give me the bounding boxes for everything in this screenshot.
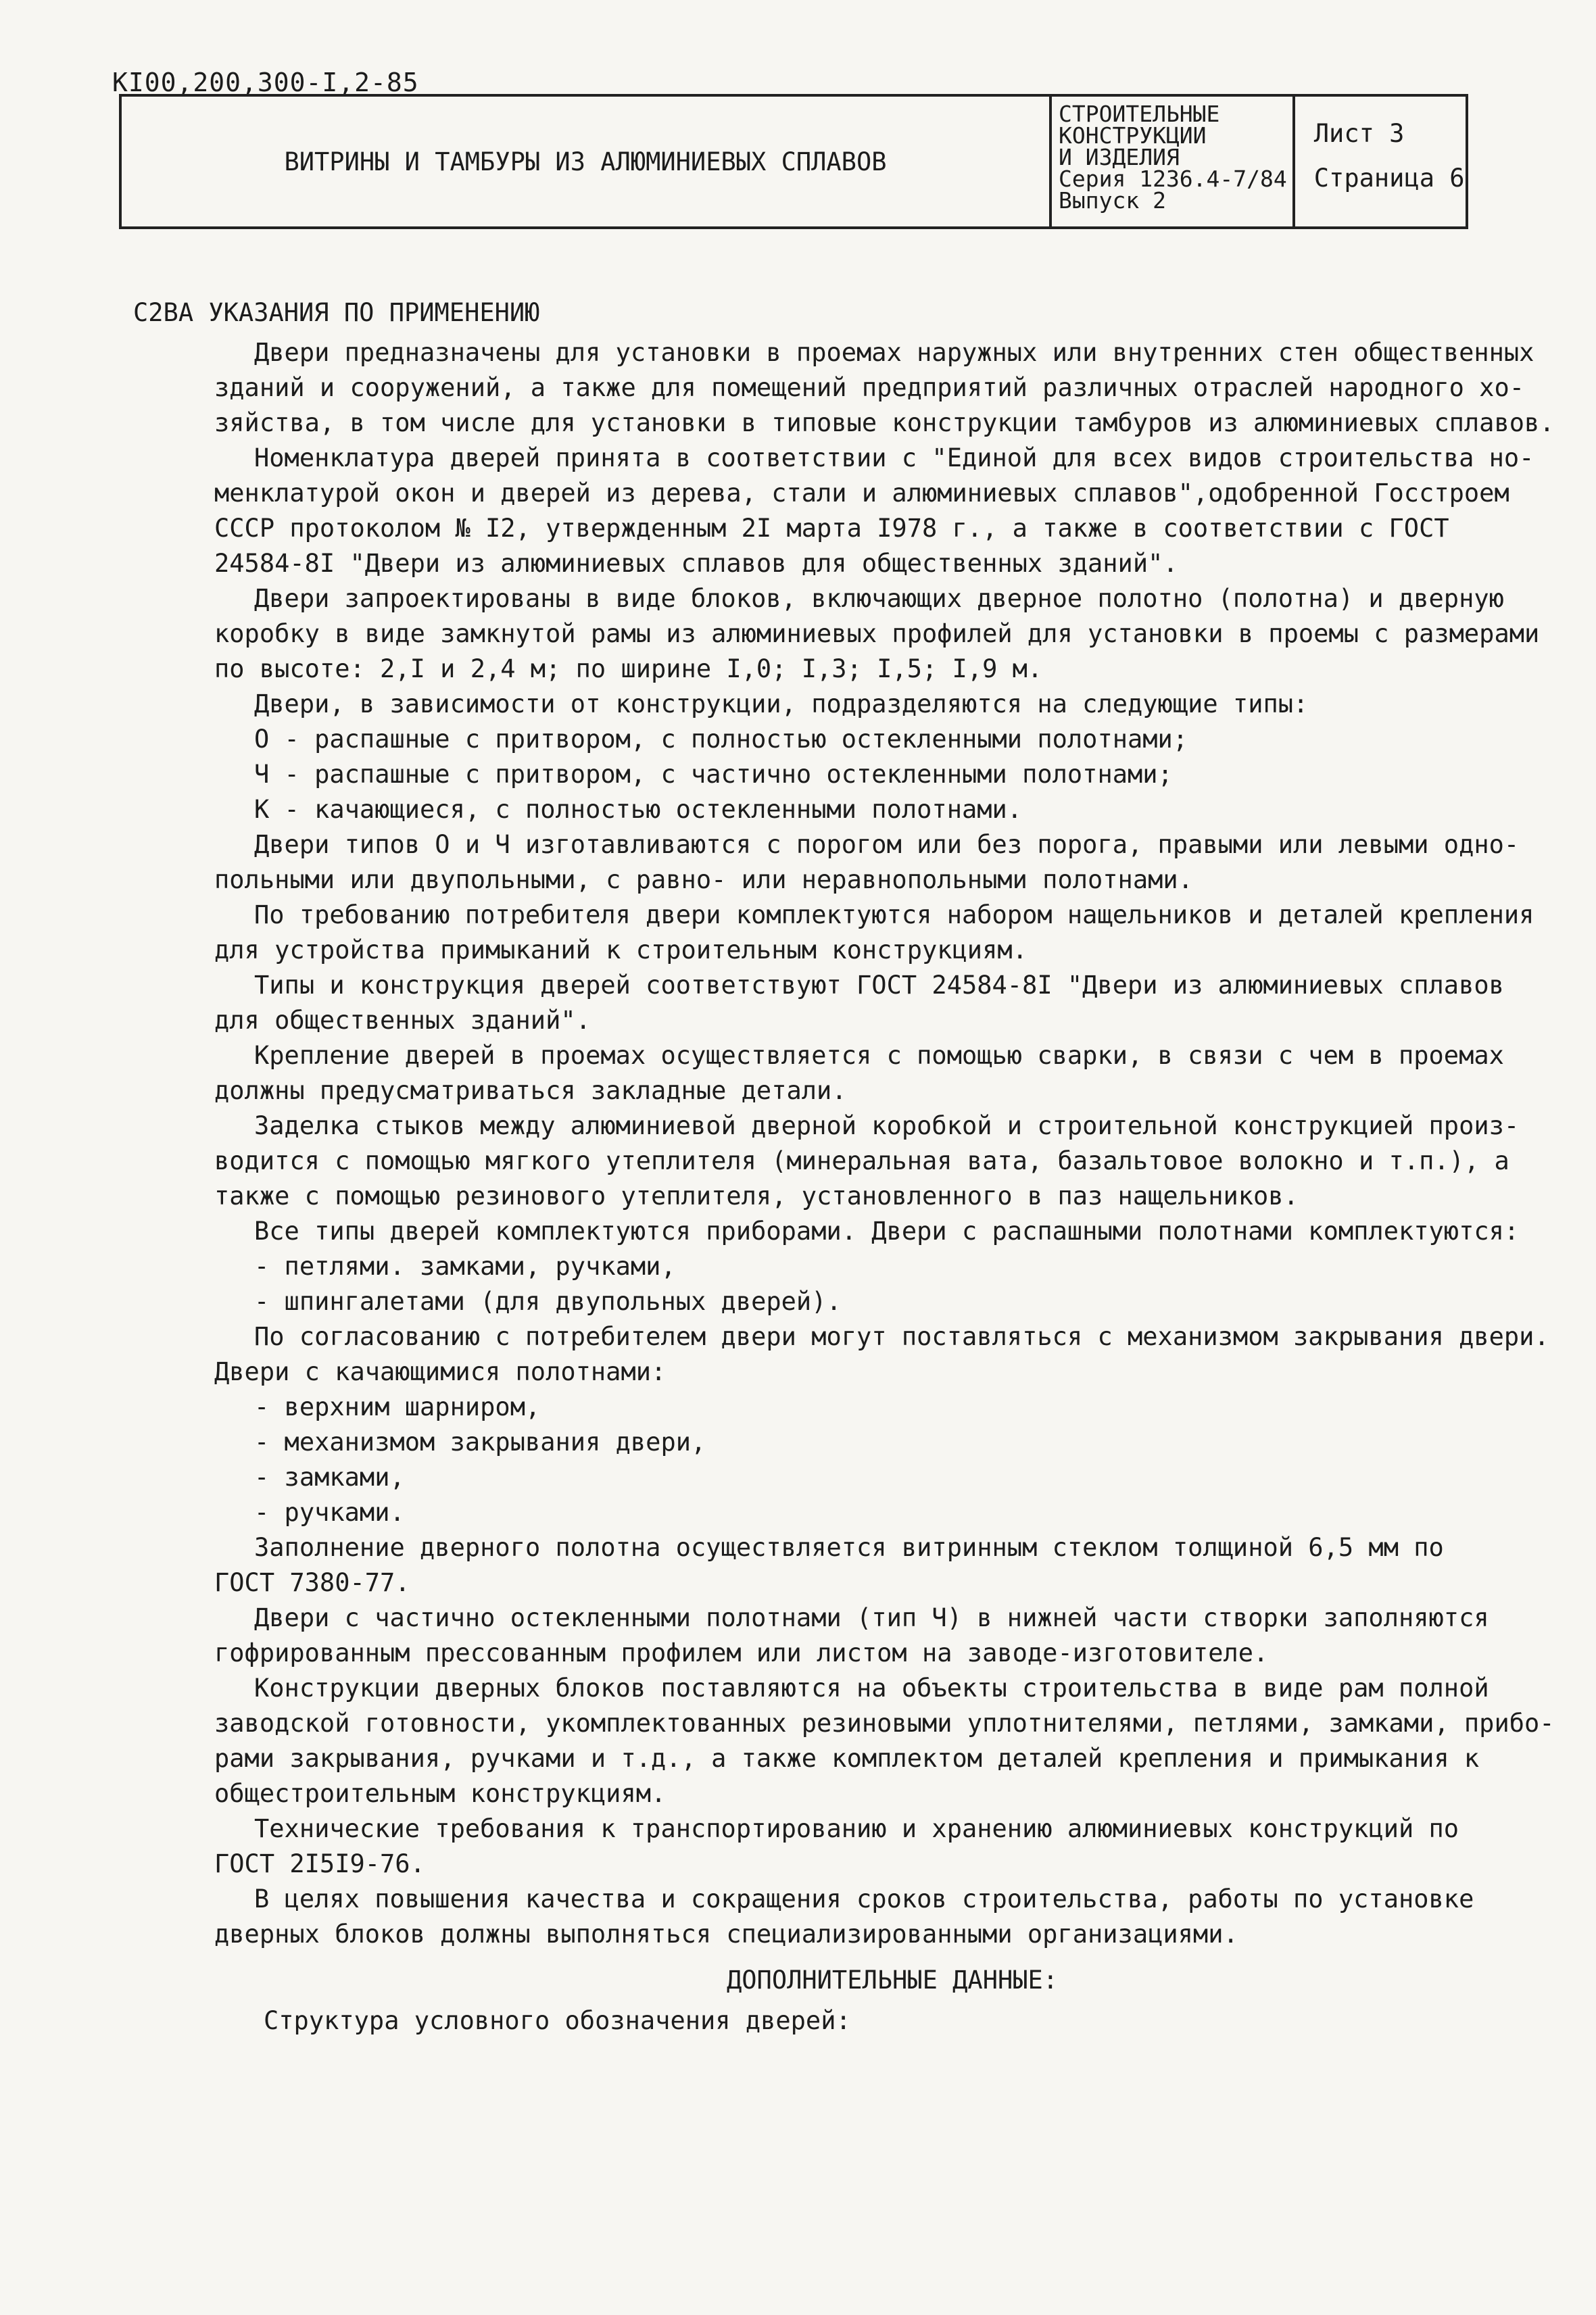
series-line: СТРОИТЕЛЬНЫЕ bbox=[1059, 101, 1220, 127]
sheet-number: Лист 3 bbox=[1313, 119, 1405, 148]
list-item: - шпингалетами (для двупольных дверей). bbox=[254, 1287, 842, 1316]
body-line: По согласованию с потребителем двери могут поставляться с механизмом закрывания двери. bbox=[254, 1322, 1549, 1351]
body-line: По требованию потребителя двери комплектуются набором нащельников и деталей крепления bbox=[254, 900, 1534, 929]
body-line: для устройства примыканий к строительным конструкциям. bbox=[214, 935, 1027, 965]
body-line: зданий и сооружений, а также для помещений предприятий различных отраслей народного хо- bbox=[214, 373, 1525, 402]
structure-line: Структура условного обозначения дверей: bbox=[264, 2006, 851, 2035]
body-line: Типы и конструкция дверей соответствуют ГОСТ 24584-8I "Двери из алюминиевых сплавов bbox=[254, 971, 1504, 1000]
body-line: Номенклатура дверей принята в соответствии с "Единой для всех видов строительства но- bbox=[254, 443, 1534, 472]
body-line: В целях повышения качества и сокращения сроков строительства, работы по установке bbox=[254, 1884, 1474, 1914]
body-line: Конструкции дверных блоков поставляются на объекты строительства в виде рам полной bbox=[254, 1674, 1489, 1703]
list-item: - верхним шарниром, bbox=[254, 1392, 541, 1421]
body-line: ГОСТ 7380-77. bbox=[214, 1568, 410, 1597]
body-line: дверных блоков должны выполняться специализированными организациями. bbox=[214, 1920, 1238, 1949]
body-line: коробку в виде замкнутой рамы из алюминиевых профилей для установки в проемы с размерами bbox=[214, 619, 1540, 648]
document-title: ВИТРИНЫ И ТАМБУРЫ ИЗ АЛЮМИНИЕВЫХ СПЛАВОВ bbox=[122, 97, 1052, 226]
page-number: Страница 6 bbox=[1313, 164, 1465, 193]
body-line: Все типы дверей комплектуются приборами. Двери с распашными полотнами комплектуются: bbox=[254, 1217, 1520, 1246]
series-line: И ИЗДЕЛИЯ bbox=[1059, 144, 1180, 170]
body-line: польными или двупольными, с равно- или неравнопольными полотнами. bbox=[214, 865, 1193, 894]
body-line: Двери предназначены для установки в проемах наружных или внутренних стен общественных bbox=[254, 338, 1534, 367]
body-line: менклатурой окон и дверей из дерева, стали и алюминиевых сплавов",одобренной Госстроем bbox=[214, 479, 1509, 508]
list-item: - замками, bbox=[254, 1463, 405, 1492]
body-line: заводской готовности, укомплектованных резиновыми уплотнителями, петлями, замками, прибо- bbox=[214, 1709, 1555, 1738]
body-line: зяйства, в том числе для установки в типовые конструкции тамбуров из алюминиевых сплавов. bbox=[214, 408, 1555, 437]
additional-data-heading: ДОПОЛНИТЕЛЬНЫЕ ДАННЫЕ: bbox=[727, 1966, 1059, 1995]
series-line: КОНСТРУКЦИИ bbox=[1059, 122, 1207, 149]
body-line: гофрированным прессованным профилем или листом на заводе-изготовителе. bbox=[214, 1638, 1269, 1667]
document-code: КI00,200,300-I,2-85 bbox=[112, 68, 419, 97]
body-line: должны предусматриваться закладные детали. bbox=[214, 1076, 847, 1105]
series-line: Выпуск 2 bbox=[1059, 187, 1166, 214]
body-line: Технические требования к транспортированию и хранению алюминиевых конструкций по bbox=[254, 1814, 1459, 1843]
body-line: Крепление дверей в проемах осуществляется с помощью сварки, в связи с чем в проемах bbox=[254, 1041, 1504, 1070]
body-line: Двери с частично остекленными полотнами (тип Ч) в нижней части створки заполняются bbox=[254, 1603, 1489, 1632]
body-line: общестроительным конструкциям. bbox=[214, 1779, 667, 1808]
body-line: Двери запроектированы в виде блоков, включающих дверное полотно (полотна) и дверную bbox=[254, 584, 1504, 613]
body-line: Заделка стыков между алюминиевой дверной коробкой и строительной конструкцией произ- bbox=[254, 1111, 1520, 1140]
list-item: К - качающиеся, с полностью остекленными полотнами. bbox=[254, 795, 1023, 824]
body-line: для общественных зданий". bbox=[214, 1006, 591, 1035]
list-item: - петлями. замками, ручками, bbox=[254, 1252, 676, 1281]
body-line: Двери, в зависимости от конструкции, подразделяются на следующие типы: bbox=[254, 689, 1309, 718]
body-line: Заполнение дверного полотна осуществляется витринным стеклом толщиной 6,5 мм по bbox=[254, 1533, 1444, 1562]
body-line: также с помощью резинового утеплителя, установленного в паз нащельников. bbox=[214, 1181, 1299, 1211]
list-item: - ручками. bbox=[254, 1498, 405, 1527]
list-item: - механизмом закрывания двери, bbox=[254, 1428, 706, 1457]
body-line: рами закрывания, ручками и т.д., а также комплектом деталей крепления и примыкания к bbox=[214, 1744, 1480, 1773]
list-item: О - распашные с притвором, с полностью остекленными полотнами; bbox=[254, 725, 1188, 754]
body-line: ГОСТ 2I5I9-76. bbox=[214, 1849, 425, 1878]
series-line: Серия 1236.4-7/84 bbox=[1059, 166, 1287, 192]
body-line: Двери с качающимися полотнами: bbox=[214, 1357, 667, 1386]
body-line: 24584-8I "Двери из алюминиевых сплавов для общественных зданий". bbox=[214, 549, 1178, 578]
body-line: Двери типов О и Ч изготавливаются с порогом или без порога, правыми или левыми одно- bbox=[254, 830, 1520, 859]
body-line: СССР протоколом № I2, утвержденным 2I марта I978 г., а также в соответствии с ГОСТ bbox=[214, 514, 1449, 543]
section-heading: С2ВА УКАЗАНИЯ ПО ПРИМЕНЕНИЮ bbox=[133, 298, 540, 327]
body-line: водится с помощью мягкого утеплителя (минеральная вата, базальтовое волокно и т.п.), а bbox=[214, 1146, 1509, 1175]
body-line: по высоте: 2,I и 2,4 м; по ширине I,0; I,3; I,5; I,9 м. bbox=[214, 654, 1043, 683]
list-item: Ч - распашные с притвором, с частично остекленными полотнами; bbox=[254, 760, 1173, 789]
